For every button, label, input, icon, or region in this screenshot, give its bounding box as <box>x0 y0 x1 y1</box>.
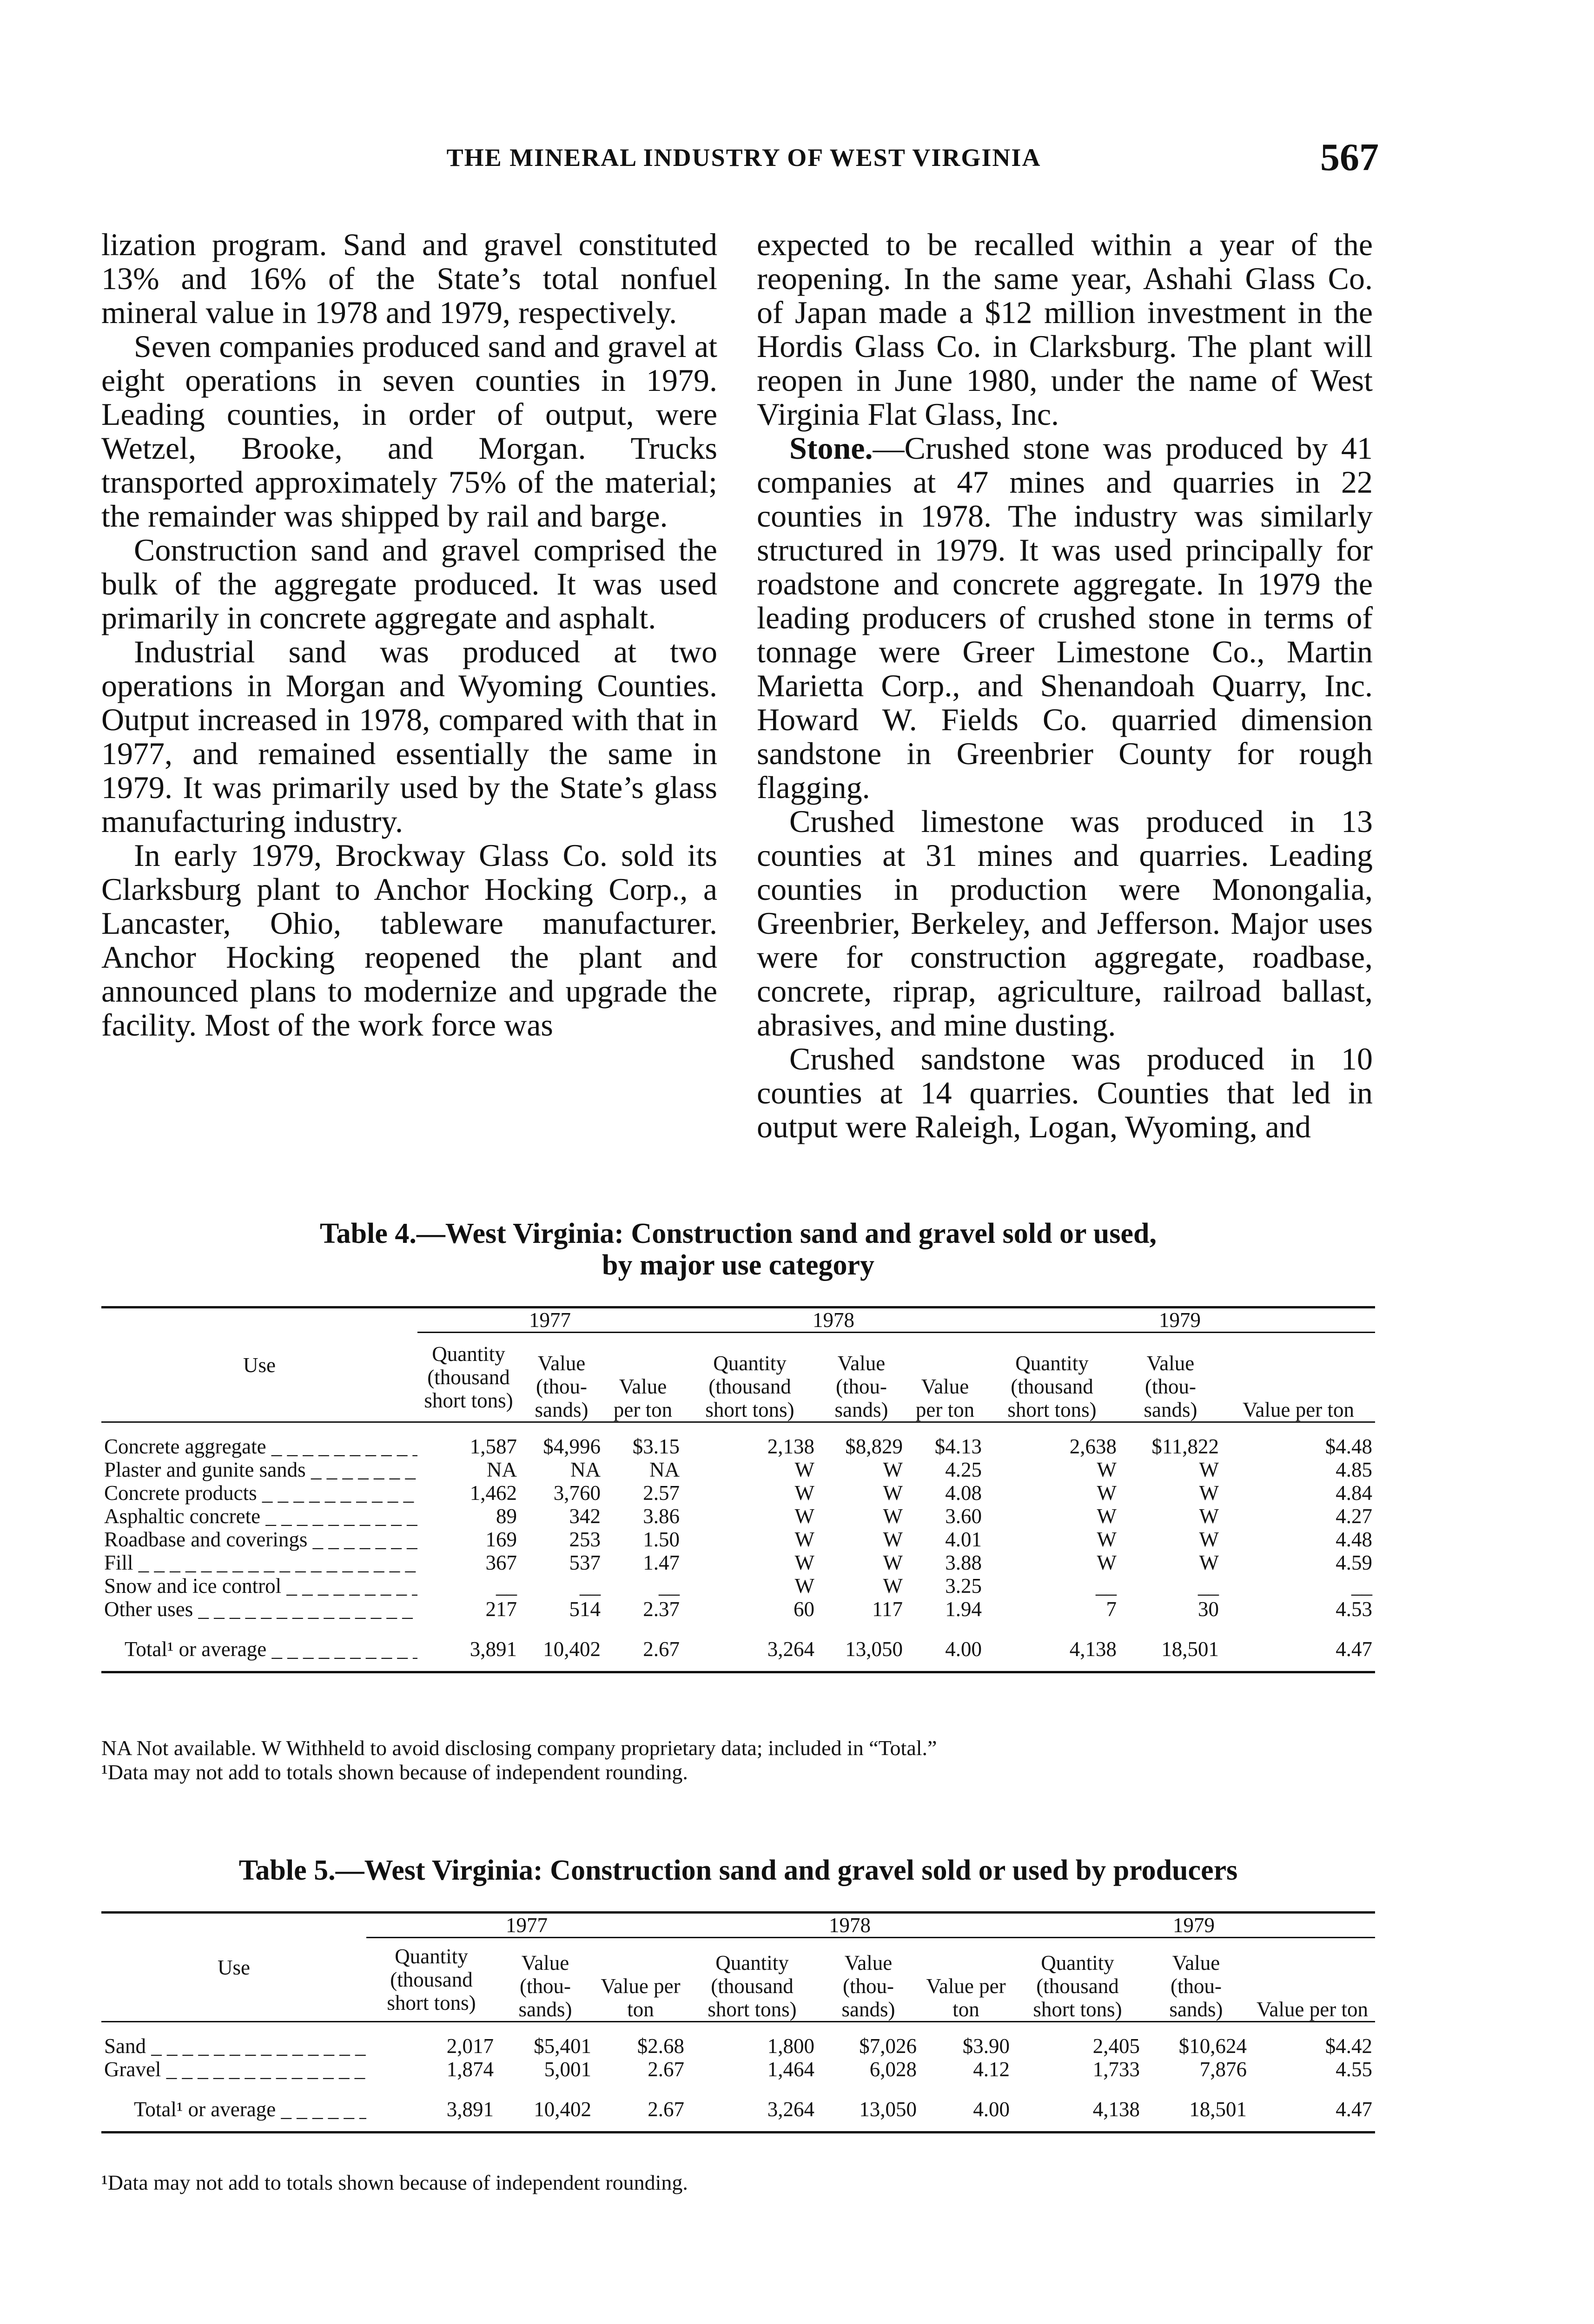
table5-year-1978: 1978 <box>687 1913 1012 1938</box>
table5-col-value-per-ton: Value per ton <box>926 1974 1006 2021</box>
left-column <box>101 228 717 1042</box>
cell: 1.94 <box>945 1598 982 1621</box>
table5-col-value-per-ton: Value per ton <box>601 1974 681 2021</box>
cell: W <box>794 1551 814 1574</box>
table4-col-value-per-ton: Value per ton <box>1243 1398 1354 1421</box>
cell: W <box>1199 1505 1219 1528</box>
cell: W <box>883 1528 903 1551</box>
table-row <box>101 1422 1375 1459</box>
table-row <box>101 1505 1375 1528</box>
table5-use-header: Use <box>218 1955 250 1979</box>
cell: __ <box>659 1574 680 1598</box>
cell: W <box>1199 1551 1219 1574</box>
table5-note: ¹Data may not add to totals shown because of independent rounding. <box>101 2171 688 2194</box>
cell: 10,402 <box>534 2098 591 2121</box>
cell: W <box>794 1528 814 1551</box>
table5-col-quantity: Quantity (thousand short tons) <box>1033 1951 1122 2021</box>
cell: $4.13 <box>934 1435 982 1458</box>
cell: __ <box>1096 1574 1117 1598</box>
row-label: Total¹ or average _ _ _ <box>101 2081 366 2133</box>
cell: $4.42 <box>1325 2034 1372 2058</box>
row-label: Asphaltic concrete _ _ _ <box>101 1505 417 1528</box>
cell: 1,733 <box>1092 2058 1140 2081</box>
table4-year-1978: 1978 <box>682 1307 985 1333</box>
cell: 4.85 <box>1336 1458 1372 1481</box>
cell: W <box>794 1458 814 1481</box>
cell: W <box>1199 1481 1219 1505</box>
cell: W <box>794 1481 814 1505</box>
cell: 4,138 <box>1092 2098 1140 2121</box>
cell: $4,996 <box>543 1435 601 1458</box>
cell: 2.37 <box>643 1598 680 1621</box>
page-number: 567 <box>1320 136 1379 179</box>
cell: W <box>1097 1481 1117 1505</box>
row-label: Roadbase and coverings _ _ _ <box>101 1528 417 1551</box>
cell: W <box>1199 1458 1219 1481</box>
table4-col-value: Value (thou- sands) <box>1144 1352 1197 1421</box>
cell: 6,028 <box>869 2058 917 2081</box>
cell: 10,402 <box>543 1637 601 1661</box>
cell: 4,138 <box>1069 1637 1117 1661</box>
table5-col-value: Value (thou- sands) <box>518 1951 572 2021</box>
cell: 3.86 <box>643 1505 680 1528</box>
cell: __ <box>496 1574 517 1598</box>
table5-total-row <box>101 2081 1375 2133</box>
table5-col-value: Value (thou- sands) <box>1169 1951 1223 2021</box>
cell: W <box>883 1458 903 1481</box>
table4-year-row <box>101 1307 1375 1333</box>
cell: __ <box>1198 1574 1219 1598</box>
table5-year-1979: 1979 <box>1012 1913 1375 1938</box>
cell: W <box>1097 1505 1117 1528</box>
cell: W <box>1097 1458 1117 1481</box>
cell: 3.60 <box>945 1505 982 1528</box>
table4-title-line2: by major use category <box>602 1249 874 1281</box>
cell: 3.25 <box>945 1574 982 1598</box>
cell: NA <box>649 1458 680 1481</box>
table5 <box>101 1911 1375 2133</box>
cell: $5,401 <box>534 2034 591 2058</box>
table4-title-line1: Table 4.—West Virginia: Construction sand and gravel sold or used, <box>320 1218 1157 1249</box>
cell: 1.47 <box>643 1551 680 1574</box>
cell: W <box>794 1505 814 1528</box>
cell: 2.67 <box>648 2058 684 2081</box>
table5-col-quantity: Quantity (thousand short tons) <box>387 1945 476 2014</box>
cell: 13,050 <box>845 1637 903 1661</box>
table5-col-value-per-ton: Value per ton <box>1257 1998 1368 2021</box>
cell: W <box>794 1574 814 1598</box>
cell: 2,405 <box>1092 2034 1140 2058</box>
table-row <box>101 1574 1375 1598</box>
table4 <box>101 1306 1375 1673</box>
cell: 3,264 <box>767 2098 814 2121</box>
cell: NA <box>487 1458 517 1481</box>
table-row <box>101 1551 1375 1574</box>
cell: 4.00 <box>945 1637 982 1661</box>
table4-use-header: Use <box>243 1353 276 1377</box>
cell: 4.84 <box>1336 1481 1372 1505</box>
cell: 217 <box>485 1598 517 1621</box>
table4-col-quantity: Quantity (thousand short tons) <box>1007 1352 1097 1421</box>
cell: 2.67 <box>643 1637 680 1661</box>
cell: 3,891 <box>446 2098 494 2121</box>
table5-year-1977: 1977 <box>366 1913 687 1938</box>
cell: $7,026 <box>859 2034 917 2058</box>
cell: 1,464 <box>767 2058 814 2081</box>
table5-col-quantity: Quantity (thousand short tons) <box>708 1951 797 2021</box>
row-label: Sand _ _ _ <box>101 2022 366 2058</box>
cell: 169 <box>485 1528 517 1551</box>
cell: W <box>883 1551 903 1574</box>
paragraph: expected to be recalled within a year of the reopening. In the same year, Ashahi Glass Co. of Japan made a $12 million investment in the Hordis Glass Co. in Clarksburg. The plant will reopen in June 1980, under the name of West Virginia Flat Glass, Inc. <box>757 227 1373 432</box>
cell: 4.27 <box>1336 1505 1372 1528</box>
cell: 4.25 <box>945 1458 982 1481</box>
cell: 367 <box>485 1551 517 1574</box>
cell: 117 <box>872 1598 903 1621</box>
cell: 3,264 <box>767 1637 814 1661</box>
cell: $3.15 <box>632 1435 680 1458</box>
cell: $8,829 <box>845 1435 903 1458</box>
cell: 2,638 <box>1069 1435 1117 1458</box>
cell: $10,624 <box>1178 2034 1247 2058</box>
cell: 1,800 <box>767 2034 814 2058</box>
running-header: THE MINERAL INDUSTRY OF WEST VIRGINIA <box>446 144 1041 172</box>
cell: 4.01 <box>945 1528 982 1551</box>
cell: 18,501 <box>1161 1637 1219 1661</box>
cell: 342 <box>569 1505 601 1528</box>
cell: 4.08 <box>945 1481 982 1505</box>
cell: 4.47 <box>1336 1637 1372 1661</box>
cell: W <box>1097 1528 1117 1551</box>
cell: W <box>1097 1551 1117 1574</box>
cell: 60 <box>794 1598 814 1621</box>
row-label: Plaster and gunite sands _ _ _ <box>101 1458 417 1481</box>
cell: 7 <box>1106 1598 1117 1621</box>
paragraph: Industrial sand was produced at two operations in Morgan and Wyoming Counties. Output increased in 1978, compared with that in 1977, and remained essentially the same in 1979. It was primarily used by the State’s glass manufacturing industry. <box>101 634 717 839</box>
paragraph: lization program. Sand and gravel constituted 13% and 16% of the State’s total nonfuel mineral value in 1978 and 1979, respectively. <box>101 227 717 330</box>
table4-col-value: Value (thou- sands) <box>535 1352 589 1421</box>
table-row <box>101 1598 1375 1621</box>
row-label: Gravel _ _ _ <box>101 2058 366 2081</box>
cell: 1.50 <box>643 1528 680 1551</box>
paragraph-stone <box>757 431 1373 805</box>
cell: 4.53 <box>1336 1598 1372 1621</box>
cell: 1,587 <box>470 1435 517 1458</box>
cell: __ <box>1351 1574 1372 1598</box>
cell: 7,876 <box>1199 2058 1247 2081</box>
table4-col-value: Value (thou- sands) <box>834 1352 888 1421</box>
row-label: Other uses _ _ _ <box>101 1598 417 1621</box>
table5-title: Table 5.—West Virginia: Construction sand and gravel sold or used by producers <box>238 1855 1238 1886</box>
cell: __ <box>580 1574 601 1598</box>
table4-col-value-per-ton: Value per ton <box>613 1375 673 1421</box>
cell: W <box>1199 1528 1219 1551</box>
paragraph: Seven companies produced sand and gravel at eight operations in seven counties in 1979. Leading counties, in order of output, were Wetzel, Brooke, and Morgan. Trucks transported approximately 75% of the material; the remainder was shipped by rail and barge. <box>101 329 717 534</box>
row-label: Concrete aggregate _ _ _ <box>101 1422 417 1459</box>
table5-col-value: Value (thou- sands) <box>841 1951 895 2021</box>
cell: 3.88 <box>945 1551 982 1574</box>
table4-total-row <box>101 1621 1375 1672</box>
cell: 2.67 <box>648 2098 684 2121</box>
cell: 13,050 <box>859 2098 917 2121</box>
cell: 4.12 <box>973 2058 1010 2081</box>
table4-col-quantity: Quantity (thousand short tons) <box>705 1352 794 1421</box>
cell: W <box>883 1505 903 1528</box>
table4-note-rounding: ¹Data may not add to totals shown because of independent rounding. <box>101 1760 688 1784</box>
paragraph: In early 1979, Brockway Glass Co. sold its Clarksburg plant to Anchor Hocking Corp., a Lancaster, Ohio, tableware manufacturer. Anchor Hocking reopened the plant and announced plans to modernize and upgrade the facility. Most of the work force was <box>101 838 717 1043</box>
stone-heading: Stone. <box>789 430 873 466</box>
row-label: Total¹ or average _ _ _ <box>101 1621 417 1672</box>
cell: 89 <box>496 1505 517 1528</box>
cell: 30 <box>1198 1598 1219 1621</box>
table4-year-1977: 1977 <box>417 1307 682 1333</box>
paragraph: Crushed sandstone was produced in 10 counties at 14 quarries. Counties that led in output were Raleigh, Logan, Wyoming, and <box>757 1041 1373 1144</box>
cell: 253 <box>569 1528 601 1551</box>
cell: 3,760 <box>553 1481 601 1505</box>
table4-note-na-w: NA Not available. W Withheld to avoid disclosing company proprietary data; included in “Total.” <box>101 1736 937 1760</box>
paragraph: Construction sand and gravel comprised the bulk of the aggregate produced. It was used primarily in concrete aggregate and asphalt. <box>101 532 717 635</box>
row-label: Snow and ice control _ _ _ <box>101 1574 417 1598</box>
cell: 4.47 <box>1336 2098 1372 2121</box>
cell: 4.00 <box>973 2098 1010 2121</box>
cell: 2,138 <box>767 1435 814 1458</box>
cell: 4.48 <box>1336 1528 1372 1551</box>
cell: 2.57 <box>643 1481 680 1505</box>
table5-year-row <box>101 1913 1375 1938</box>
cell: NA <box>570 1458 601 1481</box>
table-row <box>101 1528 1375 1551</box>
cell: 18,501 <box>1189 2098 1247 2121</box>
right-column <box>757 228 1373 1144</box>
table4-year-1979: 1979 <box>985 1307 1375 1333</box>
table4-notes <box>101 1736 1375 1784</box>
cell: W <box>883 1481 903 1505</box>
cell: $2.68 <box>637 2034 684 2058</box>
table4-title <box>101 1218 1375 1281</box>
table-row <box>101 1458 1375 1481</box>
cell: W <box>883 1574 903 1598</box>
cell: 1,462 <box>470 1481 517 1505</box>
cell: $4.48 <box>1325 1435 1372 1458</box>
paragraph: Crushed limestone was produced in 13 counties at 31 mines and quarries. Leading counties in production were Monongalia, Greenbrier, Berkeley, and Jefferson. Major uses were for construction aggregate, roadbase, concrete, riprap, agriculture, railroad ballast, abrasives, and mine dusting. <box>757 804 1373 1043</box>
cell: 3,891 <box>470 1637 517 1661</box>
cell: 2,017 <box>446 2034 494 2058</box>
row-label: Fill _ _ _ <box>101 1551 417 1574</box>
cell: 514 <box>569 1598 601 1621</box>
table-row <box>101 2058 1375 2081</box>
cell: 4.55 <box>1336 2058 1372 2081</box>
cell: 5,001 <box>544 2058 591 2081</box>
cell: $3.90 <box>962 2034 1010 2058</box>
table-row <box>101 2022 1375 2058</box>
cell: 4.59 <box>1336 1551 1372 1574</box>
cell: 537 <box>569 1551 601 1574</box>
row-label: Concrete products _ _ _ <box>101 1481 417 1505</box>
table-row <box>101 1481 1375 1505</box>
cell: 1,874 <box>446 2058 494 2081</box>
table4-col-quantity: Quantity (thousand short tons) <box>424 1342 513 1412</box>
table4-col-value-per-ton: Value per ton <box>915 1375 975 1421</box>
cell: $11,822 <box>1151 1435 1219 1458</box>
stone-text: —Crushed stone was produced by 41 companies at 47 mines and quarries in 22 counties in 1978. The industry was similarly structured in 1979. It was used principally for roadstone and concrete aggregate. In 1979 the leading producers of crushed stone in terms of tonnage were Greer Limestone Co., Martin Marietta Corp., and Shenandoah Quarry, Inc. Howard W. Fields Co. quarried dimension sandstone in Greenbrier County for rough flagging. <box>757 430 1373 805</box>
